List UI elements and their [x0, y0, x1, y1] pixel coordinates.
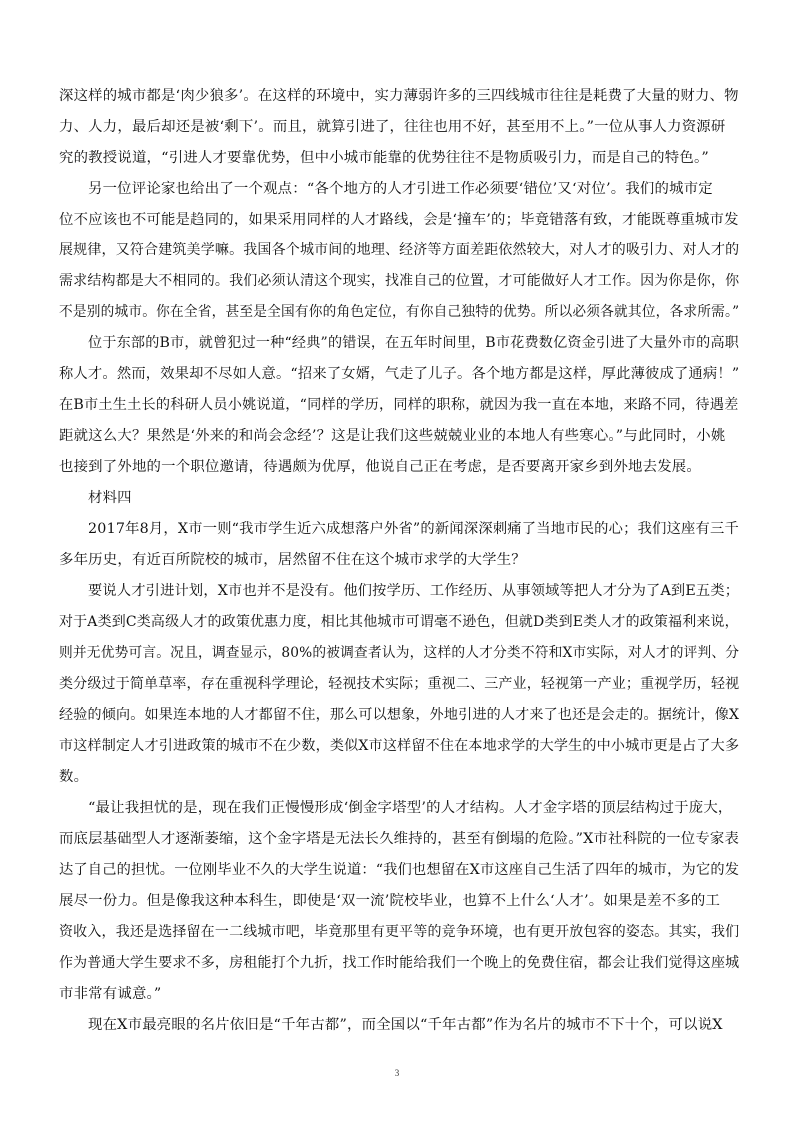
paragraph-line: 称人才。然而，效果却不尽如人意。“招来了女婿，气走了儿子。各个地方都是这样，厚此薄彼成了通病！”: [59, 366, 740, 382]
paragraph-line: 不是别的城市。你在全省，甚至是全国有你的角色定位，有你自己独特的优势。所以必须各就其位，各求所需。”: [59, 304, 740, 320]
paragraph-line: 资收入，我还是选择留在一二线城市吧，毕竟那里有更平等的竞争环境，也有更开放包容的姿态。其实，我们: [59, 924, 740, 940]
paragraph-line: 达了自己的担忧。一位刚毕业不久的大学生说道：“我们也想留在X市这座自己生活了四年的城市，为它的发: [59, 862, 740, 878]
paragraph-line: 另一位评论家也给出了一个观点：“各个地方的人才引进工作必须要‘错位’又‘对位’。我们的城市定: [88, 181, 713, 197]
paragraph-line: 市这样制定人才引进政策的城市不在少数，类似X市这样留不住在本地求学的大学生的中小城市更是占了大多: [59, 738, 740, 754]
paragraph-line: 作为普通大学生要求不多，房租能打个九折，找工作时能给我们一个晚上的免费住宿，都会让我们觉得这座城: [59, 955, 740, 971]
paragraph-line: 深这样的城市都是‘肉少狼多’。在这样的环境中，实力薄弱许多的三四线城市往往是耗费了大量的财力、物: [59, 88, 739, 104]
paragraph-line: 力、人力，最后却还是被‘剩下’。而且，就算引进了，往往也用不好，甚至用不上。”一位从事人力资源研: [59, 119, 726, 135]
paragraph-line: 展规律，又符合建筑美学嘛。我国各个城市间的地理、经济等方面差距依然较大，对人才的吸引力、对人才的: [59, 242, 740, 258]
paragraph-line: 经验的倾向。如果连本地的人才都留不住，那么可以想象，外地引进的人才来了也还是会走的。据统计，像X: [59, 707, 740, 723]
paragraph-line: 2017年8月，X市一则“我市学生近六成想落户外省”的新闻深深刺痛了当地市民的心；我们这座有三千: [88, 521, 739, 537]
paragraph-line: 而底层基础型人才逐渐萎缩，这个金字塔是无法长久维持的，甚至有倒塌的危险。”X市社科院的一位专家表: [59, 831, 740, 847]
page-number: 3: [394, 1068, 400, 1078]
paragraph-line: 距就这么大？果然是‘外来的和尚会念经’？这是让我们这些兢兢业业的本地人有些寒心。”与此同时，小姚: [59, 428, 726, 444]
paragraph-line: 需求结构都是大不相同的。我们必须认清这个现实，找准自己的位置，才可能做好人才工作。因为你是你，你: [59, 273, 740, 289]
paragraph-line: “最让我担忧的是，现在我们正慢慢形成‘倒金字塔型’的人才结构。人才金字塔的顶层结构过于庞大，: [88, 800, 733, 816]
paragraph-line: 多年历史，有近百所院校的城市，居然留不住在这个城市求学的大学生？: [59, 552, 526, 568]
paragraph-line: 在B市土生土长的科研人员小姚说道，“同样的学历，同样的职称，就因为我一直在本地，来路不同，待遇差: [59, 397, 739, 413]
paragraph-line: 类分级过于简单草率，存在重视科学理论，轻视技术实际；重视二、三产业，轻视第一产业；重视学历，轻视: [59, 676, 740, 692]
paragraph-line: 要说人才引进计划，X市也并不是没有。他们按学历、工作经历、从事领域等把人才分为了A到E五类；: [88, 583, 740, 599]
paragraph-line: 现在X市最亮眼的名片依旧是“千年古都”，而全国以“千年古都”作为名片的城市不下十个，可以说X: [88, 1017, 723, 1033]
paragraph-line: 究的教授说道，“引进人才要靠优势，但中小城市能靠的优势往往不是物质吸引力，而是自己的特色。”: [59, 150, 709, 166]
section-heading: 材料四: [88, 490, 132, 506]
paragraph-line: 市非常有诚意。”: [59, 986, 162, 1002]
paragraph-line: 则并无优势可言。况且，调查显示，80%的被调查者认为，这样的人才分类不符和X市实际，对人才的评判、分: [59, 645, 740, 661]
paragraph-line: 位不应该也不可能是趋同的，如果采用同样的人才路线，会是‘撞车’的；毕竟错落有致，才能既尊重城市发: [59, 212, 739, 228]
paragraph-line: 对于A类到C类高级人才的政策优惠力度，相比其他城市可谓毫不逊色，但就D类到E类人才的政策福利来说，: [59, 614, 739, 630]
paragraph-line: 展尽一份力。但是像我这种本科生，即使是‘双一流’院校毕业，也算不上什么‘人才’。如果是差不多的工: [59, 893, 721, 909]
paragraph-line: 位于东部的B市，就曾犯过一种“经典”的错误，在五年时间里，B市花费数亿资金引进了大量外市的高职: [88, 335, 740, 351]
paragraph-line: 数。: [59, 769, 89, 785]
paragraph-line: 也接到了外地的一个职位邀请，待遇颇为优厚，他说自己正在考虑，是否要离开家乡到外地去发展。: [59, 459, 701, 475]
